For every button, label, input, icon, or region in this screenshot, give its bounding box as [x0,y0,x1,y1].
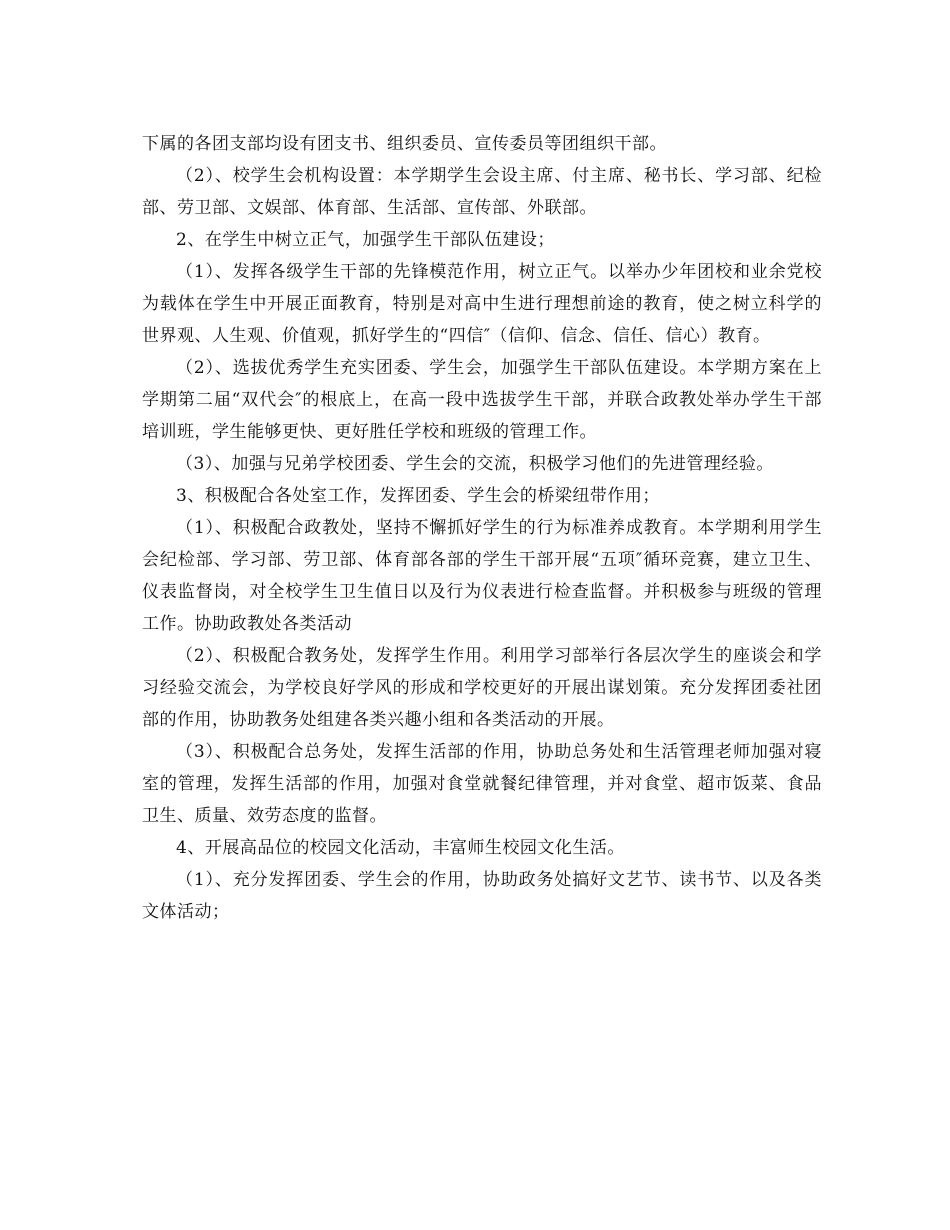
heading-section-2: 2、在学生中树立正气，加强学生干部队伍建设； [176,230,555,250]
heading-section-3: 3、积极配合各处室工作，发挥团委、学生会的桥梁纽带作用； [176,486,660,506]
paragraph-3-3: （3）、积极配合总务处，发挥生活部的作用，协助总务处和生活管理老师加强对寝室的管理，发挥生活部的作用，加强对食堂就餐纪律管理，并对食堂、超市饭菜、食品卫生、质量、效劳态度的监督。 [142,742,822,826]
paragraph-2-2: （2）、选拔优秀学生充实团委、学生会，加强学生干部队伍建设。本学期方案在上学期第二届“双代会″的根底上，在高一段中选拔学生干部，并联合政教处举办学生干部培训班，学生能够更快、更好胜任学校和班级的管理工作。 [142,358,822,442]
paragraph-4-1: （1）、充分发挥团委、学生会的作用，协助政务处搞好文艺节、读书节、以及各类文体活动； [142,870,822,922]
paragraph-2-3: （3）、加强与兄弟学校团委、学生会的交流，积极学习他们的先进管理经验。 [176,454,774,474]
document-body [142,128,822,928]
paragraph-student-union-structure: （2）、校学生会机构设置：本学期学生会设主席、付主席、秘书长、学习部、纪检部、劳卫部、文娱部、体育部、生活部、宣传部、外联部。 [142,166,822,218]
paragraph-3-2: （2）、积极配合教务处，发挥学生作用。利用学习部举行各层次学生的座谈会和学习经验交流会，为学校良好学风的形成和学校更好的开展出谋划策。充分发挥团委社团部的作用，协助教务处组建各类兴趣小组和各类活动的开展。 [142,646,822,730]
paragraph-3-1: （1）、积极配合政教处，坚持不懈抓好学生的行为标准养成教育。本学期利用学生会纪检部、学习部、劳卫部、体育部各部的学生干部开展“五项″循环竞赛，建立卫生、仪表监督岗，对全校学生卫生值日以及行为仪表进行检查监督。并积极参与班级的管理工作。协助政教处各类活动 [142,518,822,634]
paragraph-continuation: 下属的各团支部均设有团支书、组织委员、宣传委员等团组织干部。 [142,134,667,154]
heading-section-4: 4、开展高品位的校园文化活动，丰富师生校园文化生活。 [176,838,625,858]
paragraph-2-1: （1）、发挥各级学生干部的先锋模范作用，树立正气。以举办少年团校和业余党校为载体在学生中开展正面教育，特别是对高中生进行理想前途的教育，使之树立科学的世界观、人生观、价值观，抓好学生的“四信″（信仰、信念、信任、信心）教育。 [142,262,822,346]
